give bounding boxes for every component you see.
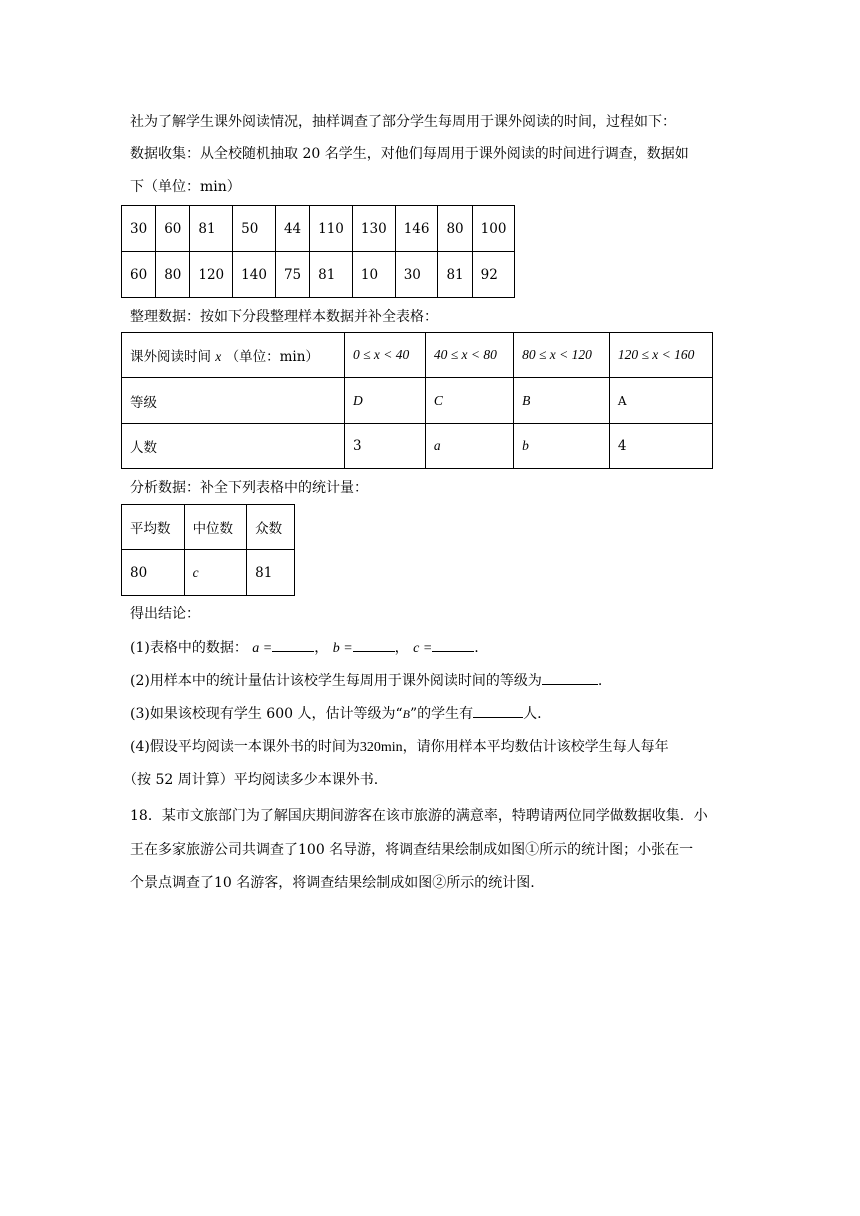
question-3 bbox=[130, 703, 542, 724]
raw-cell: 30 bbox=[395, 252, 438, 298]
q3-mid: ”的学生有 bbox=[409, 706, 474, 722]
raw-cell: 80 bbox=[156, 252, 190, 298]
freq-header-row bbox=[122, 333, 713, 378]
stats-header: 平均数 bbox=[122, 505, 185, 550]
freq-grade: C bbox=[425, 378, 513, 424]
question-1 bbox=[130, 637, 479, 659]
question-18-line-1: 18．某市文旅部门为了解国庆期间游客在该市旅游的满意率，特聘请两位同学做数据收集．小 bbox=[130, 808, 708, 824]
intro-line-3: 下（单位：min） bbox=[130, 179, 241, 195]
q1-a-blank[interactable] bbox=[272, 637, 314, 652]
q1-prefix: (1)表格中的数据： bbox=[130, 640, 248, 656]
question-4-line-1 bbox=[130, 737, 669, 758]
intro-line-1: 社为了解学生课外阅读情况，抽样调查了部分学生每周用于课外阅读的时间，过程如下： bbox=[130, 114, 676, 130]
raw-cell: 50 bbox=[233, 206, 276, 252]
raw-cell: 130 bbox=[352, 206, 395, 252]
freq-grade: D bbox=[345, 378, 426, 424]
frequency-table bbox=[121, 332, 713, 469]
q1-c-label: c = bbox=[413, 641, 433, 656]
freq-range: 120 ≤ x < 160 bbox=[609, 333, 712, 378]
raw-data-row-1 bbox=[122, 206, 515, 252]
q3-blank[interactable] bbox=[473, 703, 523, 718]
stats-value: 81 bbox=[247, 550, 295, 596]
freq-count: a bbox=[425, 424, 513, 469]
raw-cell: 60 bbox=[156, 206, 190, 252]
raw-cell: 80 bbox=[438, 206, 472, 252]
raw-cell: 60 bbox=[122, 252, 156, 298]
q4-prefix: (4)假设平均阅读一本课外书的时间为 bbox=[130, 739, 360, 755]
stats-header: 中位数 bbox=[184, 505, 247, 550]
q3-prefix: (3)如果该校现有学生 600 人，估计等级为“ bbox=[130, 706, 403, 722]
q1-c-blank[interactable] bbox=[432, 637, 474, 652]
question-4-line-2: （按 52 周计算）平均阅读多少本课外书. bbox=[123, 772, 379, 788]
raw-cell: 120 bbox=[190, 252, 233, 298]
statistics-table bbox=[121, 504, 295, 596]
freq-count: 3 bbox=[345, 424, 426, 469]
q4-value: 320min bbox=[359, 740, 403, 755]
freq-count: 4 bbox=[609, 424, 712, 469]
stats-value-row bbox=[122, 550, 295, 596]
question-2 bbox=[130, 670, 602, 691]
freq-grade: A bbox=[609, 378, 712, 424]
raw-cell: 100 bbox=[472, 206, 515, 252]
stats-header-row bbox=[122, 505, 295, 550]
freq-range: 40 ≤ x < 80 bbox=[425, 333, 513, 378]
q1-a-label: a = bbox=[252, 641, 273, 656]
q1-b-label: b = bbox=[332, 641, 353, 656]
organize-title: 整理数据：按如下分段整理样本数据并补全表格： bbox=[130, 309, 438, 325]
q3-end: 人. bbox=[523, 706, 542, 722]
conclusion-title: 得出结论： bbox=[130, 606, 200, 622]
q3-grade: B bbox=[402, 707, 410, 721]
q1-b-blank[interactable] bbox=[353, 637, 395, 652]
raw-data-table bbox=[121, 205, 515, 298]
analyze-title: 分析数据：补全下列表格中的统计量： bbox=[130, 480, 368, 496]
freq-range: 0 ≤ x < 40 bbox=[345, 333, 426, 378]
q2-blank[interactable] bbox=[542, 670, 598, 685]
freq-count-label: 人数 bbox=[122, 424, 345, 469]
freq-header-var: x bbox=[215, 349, 222, 364]
raw-cell: 81 bbox=[190, 206, 233, 252]
raw-cell: 81 bbox=[438, 252, 472, 298]
q1-sep: ， bbox=[314, 640, 329, 656]
raw-cell: 110 bbox=[310, 206, 353, 252]
raw-cell: 44 bbox=[275, 206, 309, 252]
stats-value: c bbox=[184, 550, 247, 596]
raw-cell: 92 bbox=[472, 252, 515, 298]
freq-count-row bbox=[122, 424, 713, 469]
freq-range: 80 ≤ x < 120 bbox=[514, 333, 610, 378]
raw-cell: 81 bbox=[310, 252, 353, 298]
raw-cell: 146 bbox=[395, 206, 438, 252]
raw-cell: 75 bbox=[275, 252, 309, 298]
q2-end: . bbox=[597, 673, 603, 689]
intro-line-2: 数据收集：从全校随机抽取 20 名学生，对他们每周用于课外阅读的时间进行调查，数据如 bbox=[130, 146, 689, 162]
raw-data-row-2 bbox=[122, 252, 515, 298]
freq-header-label: 课外阅读时间 bbox=[130, 349, 211, 365]
q4-suffix: ，请你用样本平均数估计该校学生每人每年 bbox=[402, 739, 669, 755]
raw-cell: 140 bbox=[233, 252, 276, 298]
stats-header: 众数 bbox=[247, 505, 295, 550]
raw-cell: 10 bbox=[352, 252, 395, 298]
stats-value: 80 bbox=[122, 550, 185, 596]
freq-grade-row bbox=[122, 378, 713, 424]
freq-count: b bbox=[514, 424, 610, 469]
freq-grade: B bbox=[514, 378, 610, 424]
freq-header-label-cell bbox=[122, 333, 345, 378]
freq-header-unit: （单位：min） bbox=[225, 349, 319, 365]
q2-text: (2)用样本中的统计量估计该校学生每周用于课外阅读时间的等级为 bbox=[130, 673, 542, 689]
raw-cell: 30 bbox=[122, 206, 156, 252]
q1-sep: ， bbox=[394, 640, 409, 656]
q1-end: . bbox=[474, 640, 479, 656]
question-18-line-2: 王在多家旅游公司共调查了100 名导游，将调查结果绘制成如图①所示的统计图；小张在一 bbox=[130, 842, 694, 858]
freq-grade-label: 等级 bbox=[122, 378, 345, 424]
question-18-line-3: 个景点调查了10 名游客，将调查结果绘制成如图②所示的统计图. bbox=[130, 875, 535, 891]
